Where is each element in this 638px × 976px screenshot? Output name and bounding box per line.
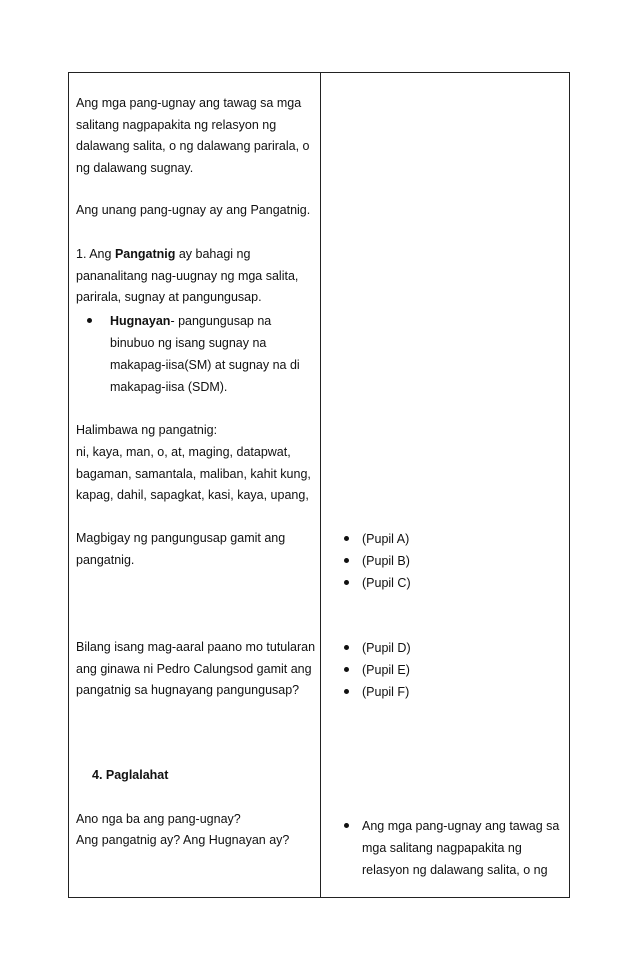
list-item: (Pupil A) [344,528,564,550]
list-item: (Pupil B) [344,550,564,572]
intro-paragraph: Ang mga pang-ugnay ang tawag sa mga salitang nagpapakita ng relasyon ng dalawang salita, o ng dalawang parirala, o ng dalawang sugnay. [76,96,310,175]
list-item: (Pupil E) [344,659,564,681]
prompt-emulate: Bilang isang mag-aaral paano mo tutularan ang ginawa ni Pedro Calungsod gamit ang pangatnig sa hugnayang pangungusap? [76,640,316,697]
question-pang-ugnay: Ano nga ba ang pang-ugnay? [76,812,241,826]
list-item: (Pupil F) [344,681,564,703]
bullet-icon [344,536,349,541]
section-heading: 4. Paglalahat [92,768,169,782]
bullet-icon [344,823,349,828]
hugnayan-list [74,310,314,398]
bullet-icon [344,667,349,672]
bullet-icon [87,318,92,323]
prompt-sentence: Magbigay ng pangungusap gamit ang pangatnig. [76,531,286,567]
answer-list [344,815,564,881]
list-item [74,310,314,398]
pangatnig-definition [76,244,316,309]
bullet-icon [344,645,349,650]
first-connector-line: Ang unang pang-ugnay ay ang Pangatnig. [76,203,311,217]
list-item: (Pupil C) [344,572,564,594]
answer-text: Ang mga pang-ugnay ang tawag sa mga salitang nagpapakita ng relasyon ng dalawang salita, o ng [362,819,560,877]
bullet-icon [344,580,349,585]
lesson-table [68,72,570,898]
list-item [344,815,564,881]
definition-text: ay bahagi ng pananalitang nag-uugnay ng mga salita, parirala, sugnay at pangungusap. [76,247,299,304]
pupil-list-2 [344,637,564,703]
definition-prefix: 1. Ang [76,247,115,261]
hugnayan-term: Hugnayan [110,314,171,328]
hugnayan-definition: - pangungusap na binubuo ng isang sugnay na makapag-iisa(SM) at sugnay na di makapag-iisa (SDM). [110,314,300,394]
pupil-list-1 [344,528,564,594]
examples-list: ni, kaya, man, o, at, maging, datapwat, bagaman, samantala, maliban, kahit kung, kapag, dahil, sapagkat, kasi, kaya, upang, [76,445,311,502]
question-pangatnig: Ang pangatnig ay? Ang Hugnayan ay? [76,833,290,847]
definition-term: Pangatnig [114,247,176,261]
bullet-icon [344,558,349,563]
bullet-icon [344,689,349,694]
list-item: (Pupil D) [344,637,564,659]
examples-title: Halimbawa ng pangatnig: [76,423,218,437]
